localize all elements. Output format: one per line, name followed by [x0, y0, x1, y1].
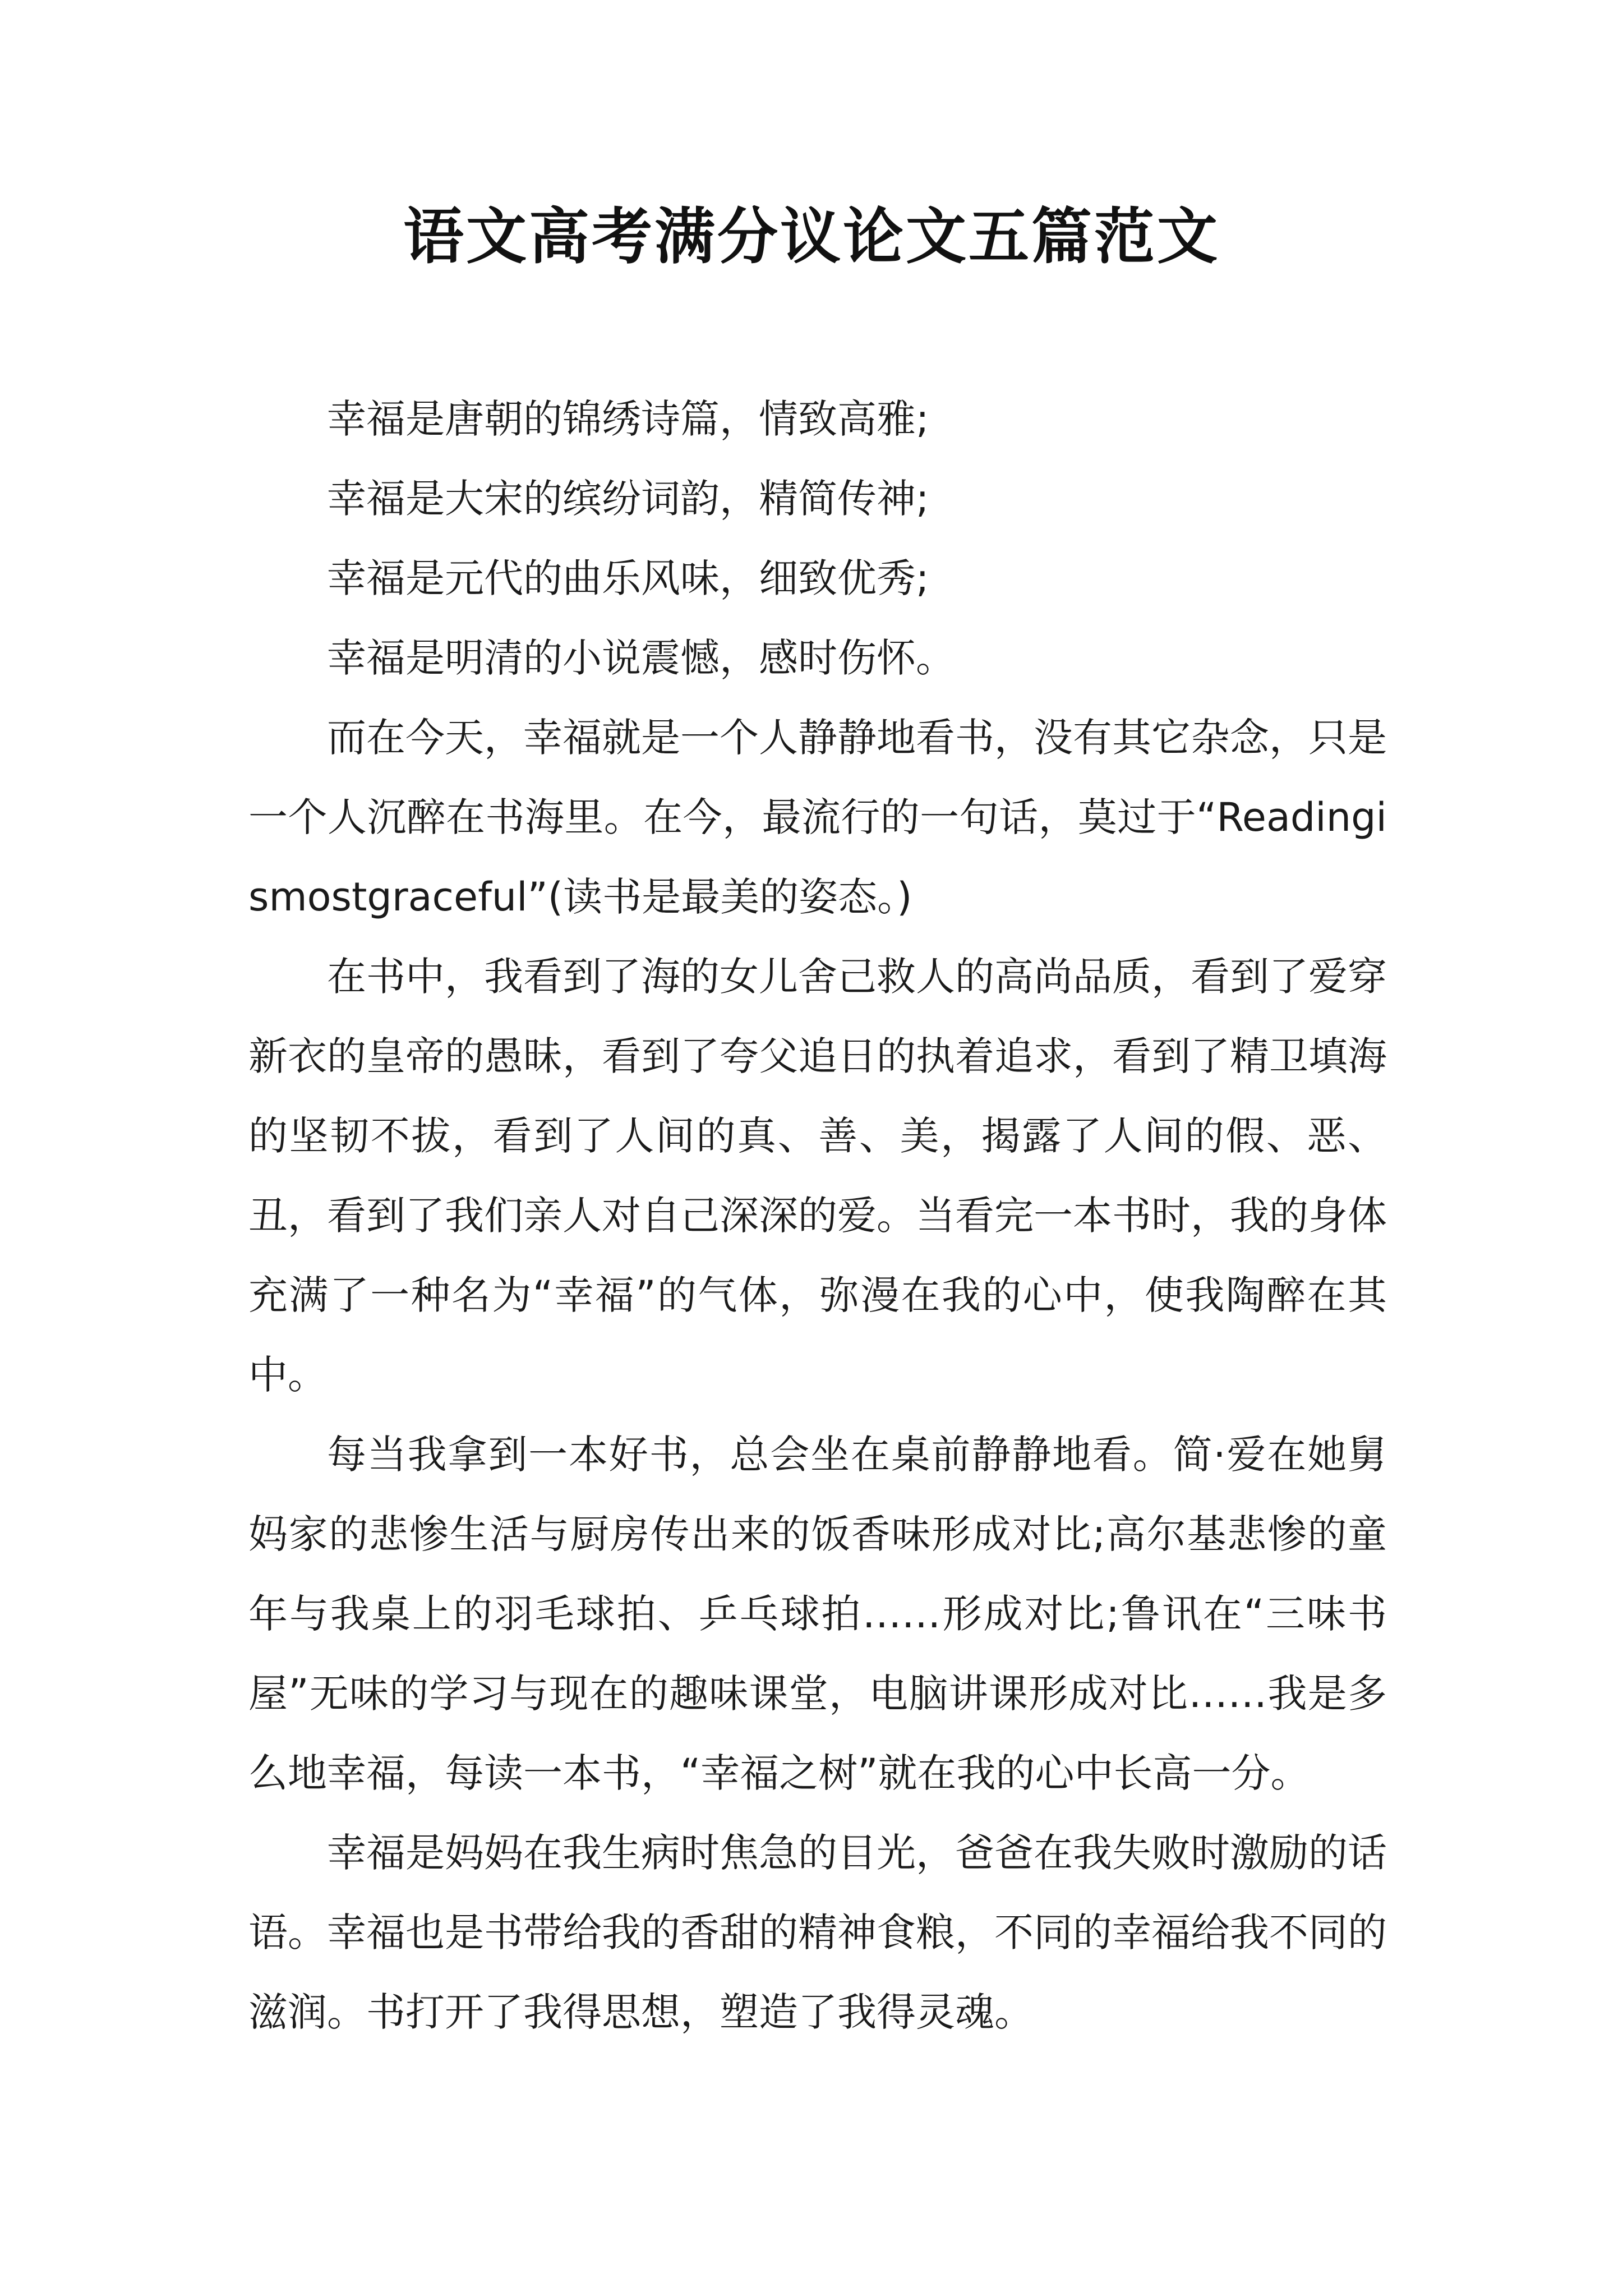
- paragraph: 每当我拿到一本好书，总会坐在桌前静静地看。简·爱在她舅妈家的悲惨生活与厨房传出来的饭香味形成对比;高尔基悲惨的童年与我桌上的羽毛球拍、乒乓球拍……形成对比;鲁讯在“三味书屋”无味的学习与现在的趣味课堂，电脑讲课形成对比……我是多么地幸福，每读一本书，“幸福之树”就在我的心中长高一分。: [248, 1432, 1387, 1796]
- paragraph: 幸福是明清的小说震憾，感时伤怀。: [327, 635, 955, 681]
- paragraph: 幸福是大宋的缤纷词韵，精简传神;: [327, 476, 929, 522]
- document-body: [248, 379, 1387, 2052]
- paragraph: 在书中，我看到了海的女儿舍己救人的高尚品质，看到了爱穿新衣的皇帝的愚昧，看到了夸父追日的执着追求，看到了精卫填海的坚韧不拔，看到了人间的真、善、美，揭露了人间的假、恶、丑，看到了我们亲人对自己深深的爱。当看完一本书时，我的身体充满了一种名为“幸福”的气体，弥漫在我的心中，使我陶醉在其中。: [248, 954, 1387, 1398]
- paragraph: 而在今天，幸福就是一个人静静地看书，没有其它杂念，只是一个人沉醉在书海里。在今，最流行的一句话，莫过于“Readingismostgraceful”(读书是最美的姿态。): [248, 715, 1387, 920]
- document-title: 语文高考满分议论文五篇范文: [403, 201, 1220, 272]
- paragraph: 幸福是唐朝的锦绣诗篇，情致高雅;: [327, 396, 929, 442]
- paragraph: 幸福是元代的曲乐风味，细致优秀;: [327, 555, 929, 601]
- paragraph: 幸福是妈妈在我生病时焦急的目光，爸爸在我失败时激励的话语。幸福也是书带给我的香甜的精神食粮，不同的幸福给我不同的滋润。书打开了我得思想，塑造了我得灵魂。: [248, 1830, 1387, 2035]
